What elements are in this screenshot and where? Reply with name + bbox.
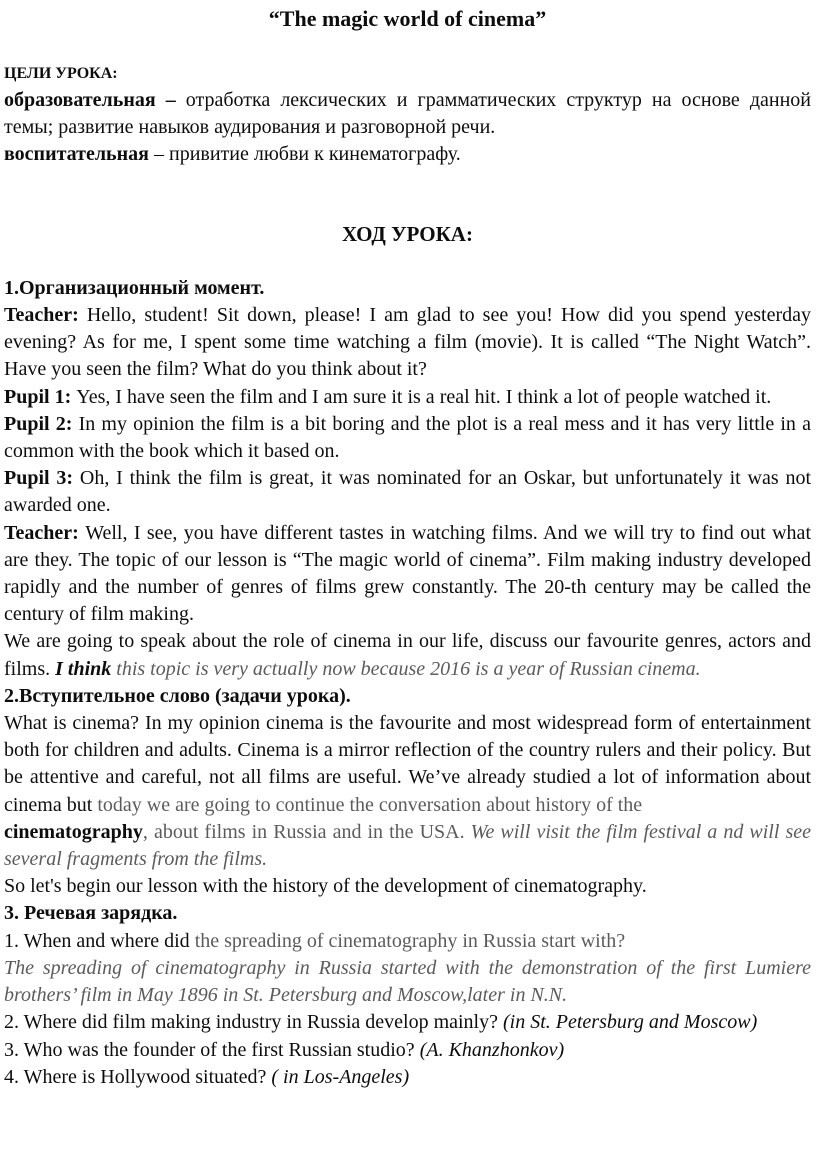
- cinematography-paragraph: [4, 819, 811, 873]
- pupil-1-line: [4, 384, 811, 411]
- teacher-line-1-text: Hello, student! Sit down, please! I am glad to see you! How did you spend yesterday evening? As for me, I spent some time watching a film (movie). It is called “The Night Watch”. Have you seen the film? What do you think about it?: [4, 304, 811, 381]
- question-2-answer: (in St. Petersburg and Moscow): [503, 1011, 758, 1034]
- what-is-cinema-grey: today we are going to continue the conversation about history of the: [97, 793, 643, 816]
- goal-educational-text: отработка лексических и грамматических структур на основе данной темы; развитие навыков аудирования и разговорной речи.: [4, 89, 811, 139]
- role-of-cinema-paragraph: [4, 628, 811, 682]
- question-3-answer: (A. Khanzhonkov): [419, 1038, 565, 1061]
- question-3-text: 3. Who was the founder of the first Russian studio?: [4, 1038, 420, 1061]
- role-comment: this topic is very actually now because 2016 is a year of Russian cinema.: [116, 657, 701, 680]
- pupil-3-line: [4, 465, 811, 519]
- pupil-1-text: Yes, I have seen the film and I am sure it is a real hit. I think a lot of people watched it.: [76, 385, 772, 408]
- role-i-think: I think: [55, 657, 117, 680]
- lesson-title: “The magic world of cinema”: [268, 6, 547, 31]
- pupil-3-text: Oh, I think the film is great, it was nominated for an Oskar, but unfortunately it was not awarded one.: [4, 467, 811, 517]
- question-1: [4, 928, 811, 955]
- goal-upbringing-text: – привитие любви к кинематографу.: [148, 143, 461, 166]
- teacher-line-2: [4, 520, 811, 629]
- question-1-black: 1. When and where did: [4, 929, 195, 952]
- question-4-answer: ( in Los-Angeles): [271, 1065, 410, 1088]
- speaker-label-pupil-3: Pupil 3:: [4, 467, 80, 490]
- section-3-heading: 3. Речевая зарядка.: [4, 902, 178, 925]
- section-2-heading: 2.Вступительное слово (задачи урока).: [4, 684, 351, 707]
- goal-educational-label: образовательная –: [4, 89, 186, 111]
- cinematography-italic: We will visit the film festival a nd will see several fragments from the films.: [4, 820, 811, 871]
- speaker-label-pupil-1: Pupil 1:: [4, 385, 77, 408]
- question-3: [4, 1037, 811, 1064]
- question-4: [4, 1064, 811, 1091]
- goal-educational: [4, 87, 811, 141]
- teacher-line-2-text: Well, I see, you have different tastes in watching films. And we will try to find out what are they. The topic of our lesson is “The magic world of cinema”. Film making industry developed rapidly and the number of genres of films grew constantly. The 20-th century may be called the century of film making.: [4, 521, 811, 626]
- speaker-label-pupil-2: Pupil 2:: [4, 412, 79, 435]
- question-2: [4, 1009, 811, 1036]
- question-2-text: 2. Where did film making industry in Russia develop mainly?: [4, 1011, 503, 1034]
- speaker-label-teacher: Teacher:: [4, 304, 87, 327]
- question-4-text: 4. Where is Hollywood situated?: [4, 1065, 272, 1088]
- cinematography-bold: cinematography: [4, 820, 143, 843]
- question-1-grey: the spreading of cinematography in Russia start with?: [194, 929, 626, 952]
- goals-header: ЦЕЛИ УРОКА:: [4, 65, 118, 82]
- pupil-2-text: In my opinion the film is a bit boring and the plot is a real mess and it has very little in a common with the book which it based on.: [4, 412, 811, 463]
- role-paragraph-text: We are going to speak about the role of cinema in our life, discuss our favourite genres, actors and films.: [4, 630, 811, 680]
- goal-upbringing: [4, 141, 811, 168]
- speaker-label-teacher-2: Teacher:: [4, 521, 86, 544]
- answer-1: The spreading of cinematography in Russia started with the demonstration of the first Lumiere brothers’ film in May 1896 in St. Petersburg and Moscow,later in N.N.: [4, 956, 811, 1007]
- cinematography-grey: , about films in Russia and in the USA.: [142, 820, 471, 843]
- section-1-heading: 1.Организационный момент.: [4, 276, 265, 299]
- lesson-plan-header: ХОД УРОКА:: [342, 221, 473, 246]
- what-is-cinema-paragraph: [4, 710, 811, 819]
- what-is-cinema-black: What is cinema? In my opinion cinema is the favourite and most widespread form of entertainment both for children and adults. Cinema is a mirror reflection of the country rulers and their policy. But be attentive and careful, not all films are useful. We’ve already studied a lot of information about cinema but: [4, 712, 811, 816]
- so-lets-begin-line: So let's begin our lesson with the history of the development of cinematography.: [4, 875, 647, 898]
- pupil-2-line: [4, 411, 811, 465]
- teacher-line-1: [4, 302, 811, 384]
- goal-upbringing-label: воспитательная: [4, 143, 149, 166]
